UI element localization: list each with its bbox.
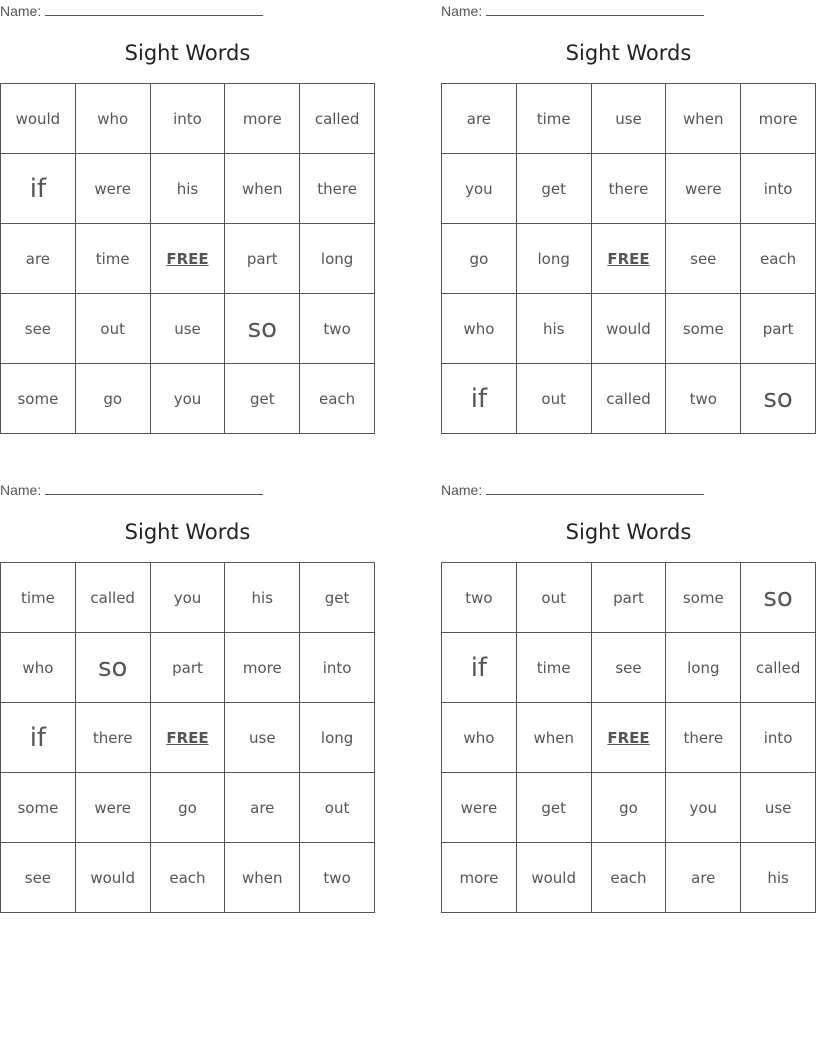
word-cell: more bbox=[225, 84, 300, 154]
grid-row bbox=[1, 563, 375, 633]
grid-row bbox=[442, 703, 816, 773]
name-underline[interactable] bbox=[45, 482, 263, 495]
word-cell: into bbox=[150, 84, 225, 154]
word-cell: get bbox=[516, 154, 591, 224]
word-cell: his bbox=[150, 154, 225, 224]
word-cell: are bbox=[1, 224, 76, 294]
word-cell: you bbox=[150, 563, 225, 633]
word-cell: see bbox=[666, 224, 741, 294]
card-title: Sight Words bbox=[124, 41, 251, 65]
word-cell: each bbox=[150, 843, 225, 913]
grid-row bbox=[442, 224, 816, 294]
word-cell: if bbox=[1, 154, 76, 224]
word-cell: who bbox=[442, 294, 517, 364]
word-cell: go bbox=[150, 773, 225, 843]
word-cell: if bbox=[442, 633, 517, 703]
word-cell: time bbox=[1, 563, 76, 633]
word-cell: who bbox=[442, 703, 517, 773]
grid-row bbox=[1, 224, 375, 294]
name-field[interactable] bbox=[441, 3, 704, 19]
word-cell: more bbox=[741, 84, 816, 154]
word-cell: would bbox=[591, 294, 666, 364]
word-cell: more bbox=[442, 843, 517, 913]
bingo-card-2 bbox=[441, 0, 816, 440]
bingo-card-4 bbox=[441, 479, 816, 919]
grid-row bbox=[1, 843, 375, 913]
word-cell: were bbox=[75, 154, 150, 224]
grid-row bbox=[442, 364, 816, 434]
word-cell: two bbox=[300, 843, 375, 913]
word-cell: some bbox=[1, 364, 76, 434]
word-cell: when bbox=[666, 84, 741, 154]
word-cell: go bbox=[75, 364, 150, 434]
word-cell: if bbox=[1, 703, 76, 773]
name-field[interactable] bbox=[0, 3, 263, 19]
word-cell: use bbox=[150, 294, 225, 364]
word-cell: if bbox=[442, 364, 517, 434]
word-cell: some bbox=[666, 563, 741, 633]
word-cell: time bbox=[516, 84, 591, 154]
free-space-cell: FREE bbox=[150, 703, 225, 773]
word-cell: into bbox=[741, 703, 816, 773]
word-cell: would bbox=[75, 843, 150, 913]
word-cell: called bbox=[300, 84, 375, 154]
name-label: Name: bbox=[0, 3, 42, 19]
word-cell: you bbox=[442, 154, 517, 224]
word-cell: each bbox=[300, 364, 375, 434]
word-cell: part bbox=[591, 563, 666, 633]
name-label: Name: bbox=[0, 482, 42, 498]
word-cell: more bbox=[225, 633, 300, 703]
word-cell: his bbox=[741, 843, 816, 913]
word-cell: two bbox=[300, 294, 375, 364]
name-underline[interactable] bbox=[486, 3, 704, 16]
word-cell: are bbox=[442, 84, 517, 154]
grid-row bbox=[442, 633, 816, 703]
grid-row bbox=[1, 294, 375, 364]
word-grid bbox=[441, 562, 816, 913]
card-title: Sight Words bbox=[124, 520, 251, 544]
word-cell: you bbox=[150, 364, 225, 434]
bingo-card-1 bbox=[0, 0, 375, 440]
word-cell: you bbox=[666, 773, 741, 843]
word-cell: his bbox=[225, 563, 300, 633]
word-cell: were bbox=[442, 773, 517, 843]
word-cell: called bbox=[75, 563, 150, 633]
word-grid bbox=[441, 83, 816, 434]
word-cell: there bbox=[666, 703, 741, 773]
word-cell: out bbox=[516, 364, 591, 434]
word-cell: some bbox=[1, 773, 76, 843]
word-cell: get bbox=[516, 773, 591, 843]
word-cell: his bbox=[516, 294, 591, 364]
word-cell: so bbox=[741, 364, 816, 434]
bingo-card-3 bbox=[0, 479, 375, 919]
word-cell: were bbox=[75, 773, 150, 843]
word-cell: see bbox=[1, 843, 76, 913]
word-cell: two bbox=[442, 563, 517, 633]
card-title: Sight Words bbox=[565, 41, 692, 65]
grid-row bbox=[442, 773, 816, 843]
grid-row bbox=[442, 843, 816, 913]
grid-row bbox=[442, 84, 816, 154]
word-cell: there bbox=[591, 154, 666, 224]
word-cell: time bbox=[516, 633, 591, 703]
name-field[interactable] bbox=[0, 482, 263, 498]
free-space-cell: FREE bbox=[591, 703, 666, 773]
free-space-cell: FREE bbox=[591, 224, 666, 294]
name-label: Name: bbox=[441, 482, 483, 498]
grid-row bbox=[1, 154, 375, 224]
word-cell: there bbox=[300, 154, 375, 224]
word-cell: part bbox=[150, 633, 225, 703]
word-cell: use bbox=[741, 773, 816, 843]
name-underline[interactable] bbox=[486, 482, 704, 495]
grid-row bbox=[1, 703, 375, 773]
grid-row bbox=[442, 154, 816, 224]
word-cell: some bbox=[666, 294, 741, 364]
word-cell: each bbox=[591, 843, 666, 913]
word-cell: see bbox=[591, 633, 666, 703]
word-cell: each bbox=[741, 224, 816, 294]
word-cell: so bbox=[75, 633, 150, 703]
word-cell: use bbox=[591, 84, 666, 154]
word-cell: there bbox=[75, 703, 150, 773]
grid-row bbox=[442, 563, 816, 633]
name-field[interactable] bbox=[441, 482, 704, 498]
word-cell: when bbox=[225, 843, 300, 913]
word-cell: use bbox=[225, 703, 300, 773]
word-cell: would bbox=[1, 84, 76, 154]
word-cell: would bbox=[516, 843, 591, 913]
word-cell: long bbox=[300, 224, 375, 294]
word-cell: go bbox=[442, 224, 517, 294]
word-cell: called bbox=[741, 633, 816, 703]
grid-row bbox=[1, 633, 375, 703]
word-cell: when bbox=[225, 154, 300, 224]
word-cell: long bbox=[666, 633, 741, 703]
word-cell: who bbox=[75, 84, 150, 154]
word-cell: go bbox=[591, 773, 666, 843]
word-cell: out bbox=[300, 773, 375, 843]
word-cell: into bbox=[300, 633, 375, 703]
word-cell: see bbox=[1, 294, 76, 364]
word-cell: get bbox=[300, 563, 375, 633]
grid-row bbox=[1, 773, 375, 843]
word-cell: so bbox=[225, 294, 300, 364]
card-title: Sight Words bbox=[565, 520, 692, 544]
name-label: Name: bbox=[441, 3, 483, 19]
word-cell: are bbox=[225, 773, 300, 843]
word-cell: so bbox=[741, 563, 816, 633]
word-cell: long bbox=[516, 224, 591, 294]
word-grid bbox=[0, 83, 375, 434]
word-cell: when bbox=[516, 703, 591, 773]
word-cell: long bbox=[300, 703, 375, 773]
grid-row bbox=[1, 364, 375, 434]
word-cell: part bbox=[741, 294, 816, 364]
free-space-cell: FREE bbox=[150, 224, 225, 294]
name-underline[interactable] bbox=[45, 3, 263, 16]
grid-row bbox=[1, 84, 375, 154]
word-grid bbox=[0, 562, 375, 913]
word-cell: called bbox=[591, 364, 666, 434]
word-cell: were bbox=[666, 154, 741, 224]
word-cell: get bbox=[225, 364, 300, 434]
word-cell: out bbox=[516, 563, 591, 633]
word-cell: who bbox=[1, 633, 76, 703]
word-cell: two bbox=[666, 364, 741, 434]
word-cell: are bbox=[666, 843, 741, 913]
grid-row bbox=[442, 294, 816, 364]
word-cell: part bbox=[225, 224, 300, 294]
word-cell: time bbox=[75, 224, 150, 294]
word-cell: out bbox=[75, 294, 150, 364]
word-cell: into bbox=[741, 154, 816, 224]
